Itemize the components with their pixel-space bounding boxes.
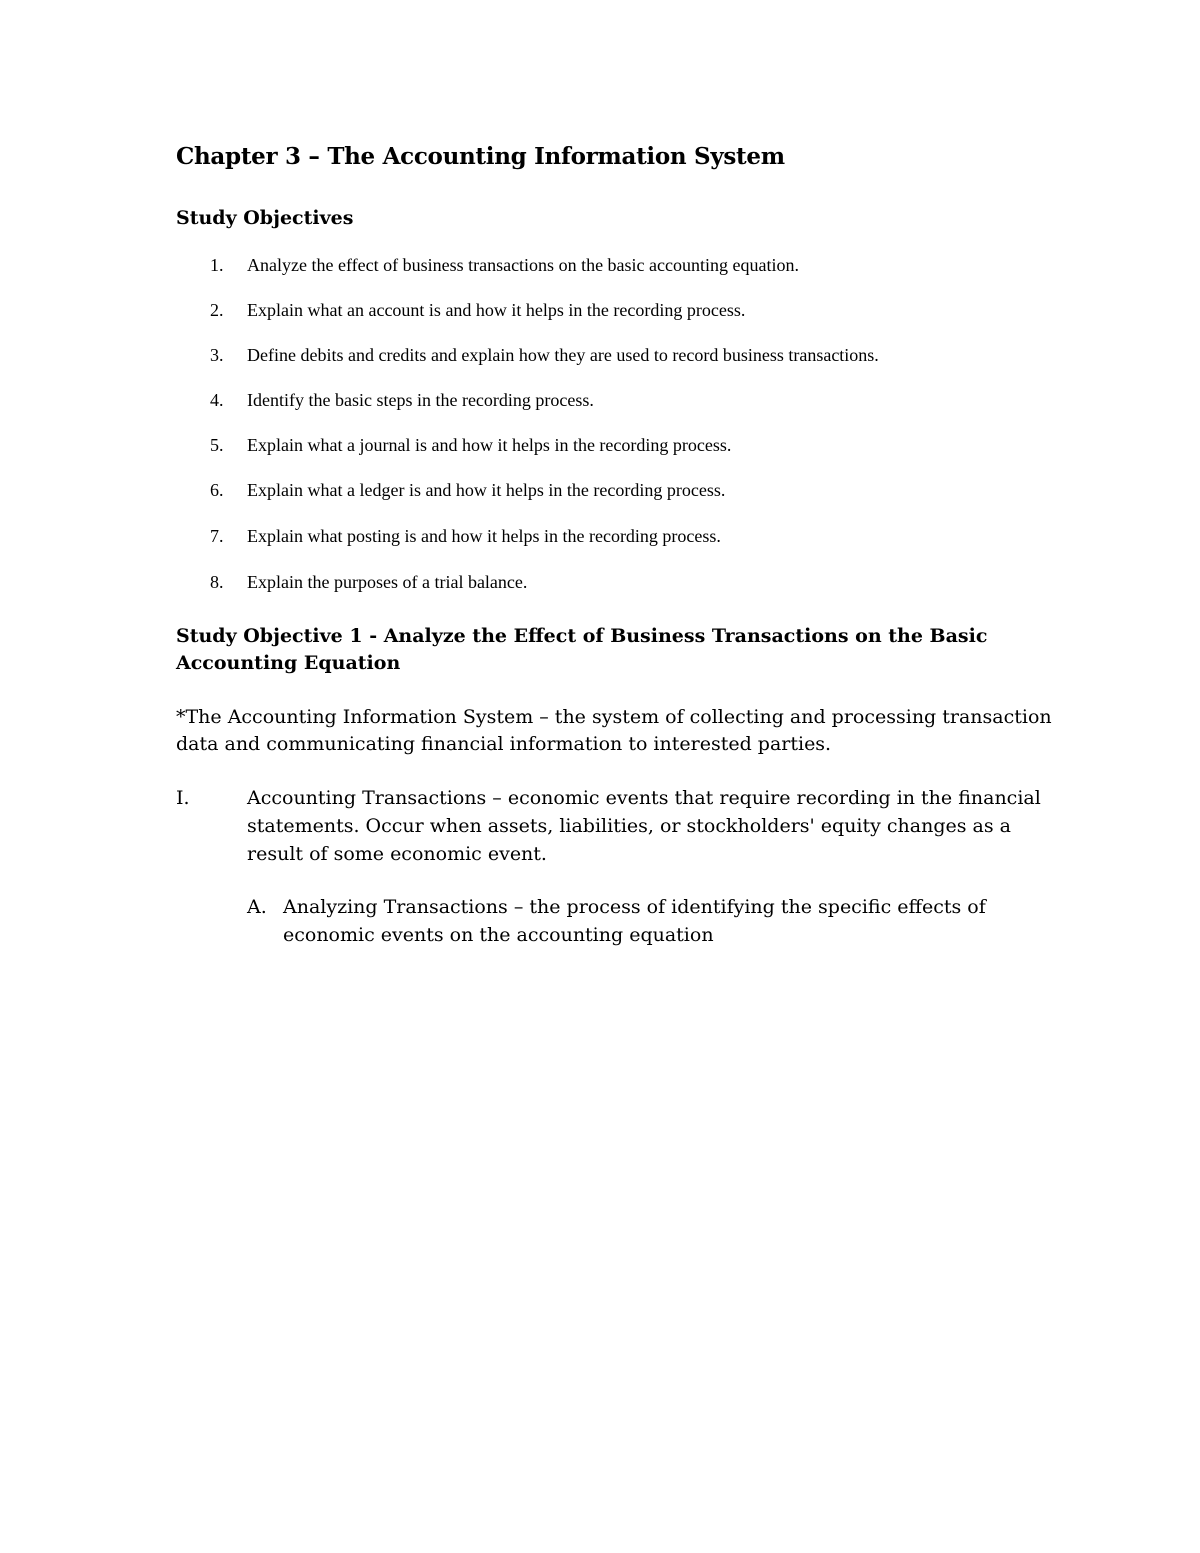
chapter-title: Chapter 3 – The Accounting Information System <box>176 143 785 170</box>
objective-text: Analyze the effect of business transactions on the basic accounting equation. <box>247 255 799 275</box>
objective-number: 4. <box>210 390 224 410</box>
objective-text: Explain what a journal is and how it helps in the recording process. <box>247 435 732 455</box>
objective-text: Explain the purposes of a trial balance. <box>247 572 528 592</box>
objective-text: Explain what a ledger is and how it helps in the recording process. <box>247 480 726 500</box>
objective-number: 3. <box>210 345 224 365</box>
subsection-a-text: Analyzing Transactions – the process of identifying the specific effects of economic events on the accounting equation <box>283 896 986 946</box>
objective-number: 1. <box>210 255 224 275</box>
subsection-a-marker: A. <box>247 896 267 918</box>
objective-text: Explain what posting is and how it helps in the recording process. <box>247 526 721 546</box>
accounting-information-system-definition: *The Accounting Information System – the system of collecting and processing transaction data and communicating financial information to interested parties. <box>176 706 1052 755</box>
objective-number: 6. <box>210 480 224 500</box>
objective-number: 2. <box>210 300 224 320</box>
objective-text: Explain what an account is and how it helps in the recording process. <box>247 300 746 320</box>
objective-text: Define debits and credits and explain how they are used to record business transactions. <box>247 345 879 365</box>
objective-number: 5. <box>210 435 224 455</box>
study-objective-1-heading: Study Objective 1 - Analyze the Effect of Business Transactions on the Basic Accounting Equation <box>176 625 988 674</box>
objective-number: 8. <box>210 572 224 592</box>
study-objectives-heading: Study Objectives <box>176 207 354 229</box>
objective-text: Identify the basic steps in the recording process. <box>247 390 594 410</box>
objective-number: 7. <box>210 526 224 546</box>
section-i-text: Accounting Transactions – economic events that require recording in the financial statements. Occur when assets, liabilities, or stockholders' equity changes as a result of some economic event. <box>247 787 1041 865</box>
section-i-marker: I. <box>176 787 190 809</box>
